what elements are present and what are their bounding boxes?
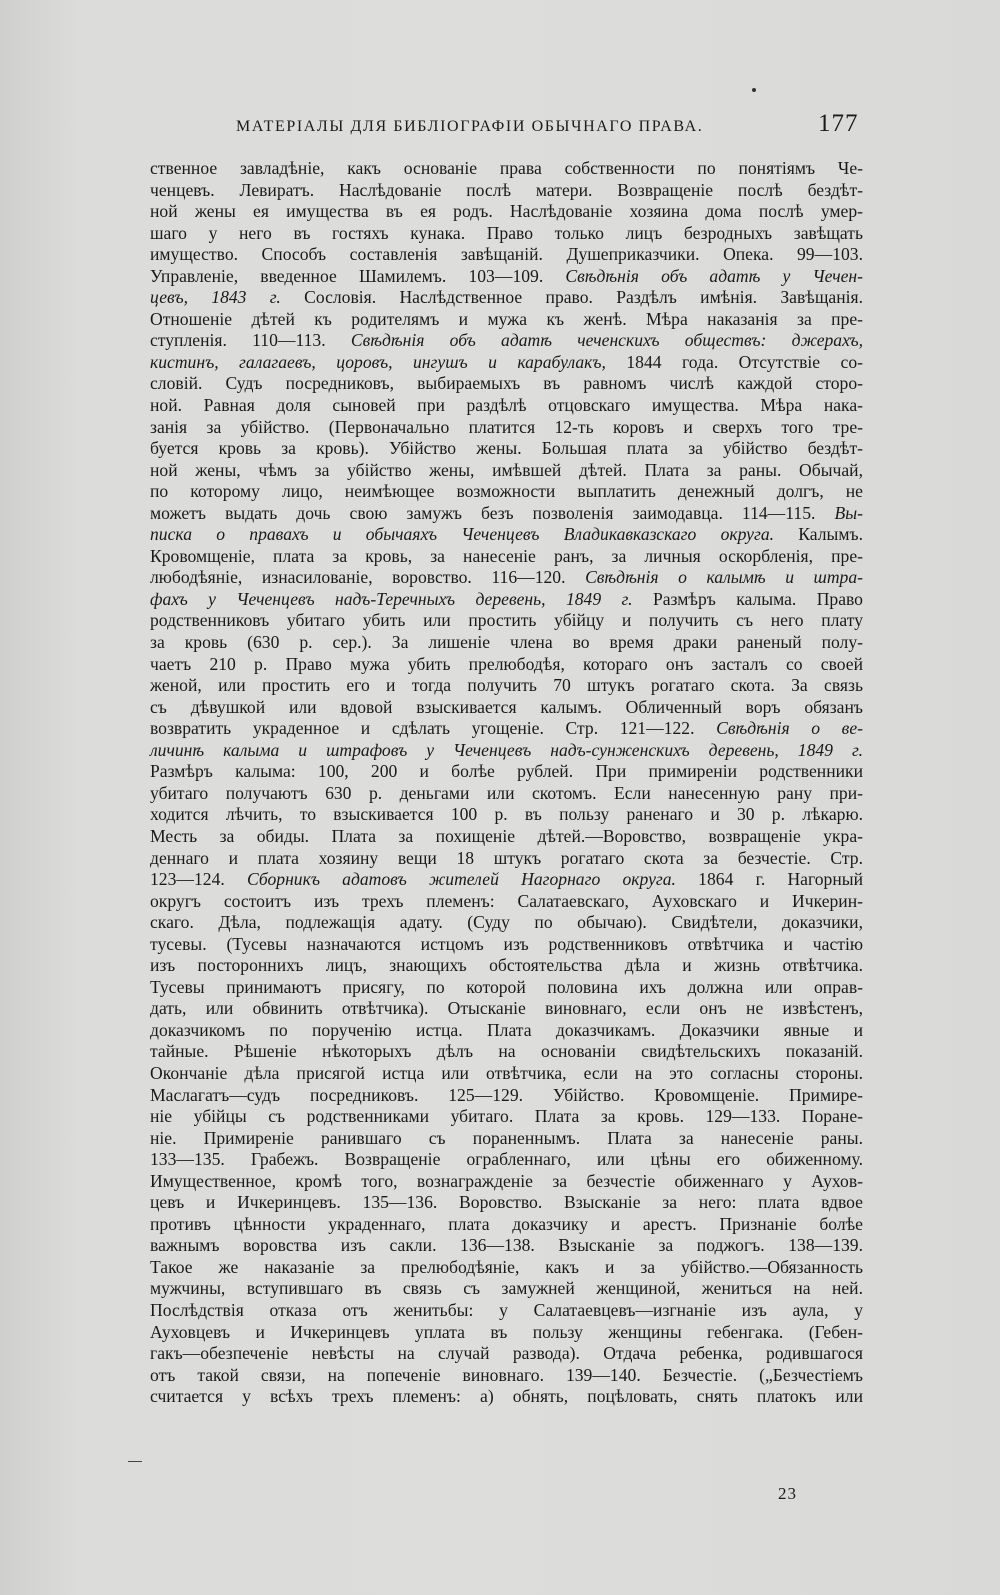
text-segment: буется кровь за кровь). Убійство жены. Большая плата за убійство бездѣт- [150,438,863,459]
text-line [150,783,863,805]
text-segment: Окончаніе дѣла присягой истца или отвѣтчика, если на это согласны стороны. [150,1062,863,1083]
text-segment: ченцевъ. Левиратъ. Наслѣдованіе послѣ матери. Возвращеніе послѣ бездѣт- [150,179,863,200]
text-line [150,1063,863,1085]
text-segment: ной жены ея имущества въ ея родъ. Наслѣдованіе хозяина дома послѣ умер- [150,201,863,222]
text-line [150,309,863,331]
text-line [150,1343,863,1365]
text-segment: 123—124. [150,869,247,890]
text-line [150,589,863,611]
text-segment: ной. Равная доля сыновей при раздѣлѣ отцовскаго имущества. Мѣра нака- [150,395,863,416]
text-line [150,955,863,977]
text-line [150,891,863,913]
text-segment: Размѣръ калыма: 100, 200 и болѣе рублей. При примиреніи родственники [150,761,863,782]
text-segment: 1844 года. Отсутствіе со- [605,351,863,372]
text-segment: за кровь (630 р. сер.). За лишеніе члена во время драки раненый полу- [150,632,863,653]
text-segment: имущество. Способъ составленія завѣщаній. Душеприказчики. Опека. 99—103. [150,244,863,265]
text-segment: Маслагатъ—судъ посредниковъ. 125—129. Убійство. Кровомщеніе. Примире- [150,1084,863,1105]
text-segment: Сословія. Наслѣдственное право. Раздѣлъ имѣнія. Завѣщанія. [280,287,863,308]
text-line [150,718,863,740]
text-segment: деннаго и плата хозяину вещи 18 штукъ рогатаго скота за безчестіе. Стр. [150,847,863,868]
text-line [150,1128,863,1150]
text-line [150,654,863,676]
text-segment: Имущественное, кромѣ того, вознагражденіе за безчестіе обиженнаго у Аухов- [150,1170,863,1191]
text-segment: доказчикомъ по порученію истца. Плата доказчикамъ. Доказчики явные и [150,1019,863,1040]
ink-dot [752,88,756,92]
text-segment: скаго. Дѣла, подлежащія адату. (Суду по обычаю). Свидѣтели, доказчики, [150,912,863,933]
text-segment: Месть за обиды. Плата за похищеніе дѣтей.—Воровство, возвращеніе укра- [150,825,863,846]
text-line [150,610,863,632]
text-line [150,244,863,266]
text-segment: 1864 г. Нагорный [675,869,863,890]
text-line [150,180,863,202]
text-segment: тайные. Рѣшеніе нѣкоторыхъ дѣлъ на основаніи свидѣтельскихъ показаній. [150,1041,863,1062]
text-segment: занія за убійство. (Первоначально платится 12-ть коровъ и сверхъ того тре- [150,416,863,437]
italic-title-segment: писка о правахъ и обычаяхъ Чеченцевъ Владикавказскаго округа. [150,524,775,545]
running-title: МАТЕРІАЛЫ ДЛЯ БИБЛІОГРАФІИ ОБЫЧНАГО ПРАВА. [236,118,704,135]
text-segment: можетъ выдать дочь свою замужъ безъ позволенія заимодавца. 114—115. [150,502,835,523]
text-line [150,287,863,309]
text-line [150,330,863,352]
text-segment: противъ цѣнности украденнаго, плата доказчику и арестъ. Признаніе болѣе [150,1213,863,1234]
text-line [150,1214,863,1236]
text-segment: Размѣръ калыма. Право [632,588,863,609]
text-line [150,1365,863,1387]
text-line [150,1192,863,1214]
text-line [150,266,863,288]
text-segment: словій. Судъ посредниковъ, выбираемыхъ въ равномъ числѣ каждой сторо- [150,373,863,394]
text-segment: ніе. Примиреніе ранившаго съ пораненнымъ. Плата за нанесеніе раны. [150,1127,863,1148]
page-number: 177 [818,110,859,137]
text-line [150,1257,863,1279]
text-segment: ственное завладѣніе, какъ основаніе права собственности по понятіямъ Че- [150,158,863,178]
text-segment: убитаго получаютъ 630 р. деньгами или скотомъ. Если нанесенную рану при- [150,782,863,803]
text-line [150,675,863,697]
text-line [150,546,863,568]
text-segment: цевъ и Ичкеринцевъ. 135—136. Воровство. Взысканіе за него: плата вдвое [150,1192,863,1213]
text-line [150,1235,863,1257]
text-segment: женой, или простить его и тогда получить 70 штукъ рогатаго скота. За связь [150,675,863,696]
text-segment: отъ такой связи, на попеченіе виновнаго. 139—140. Безчестіе. („Безчестіемъ [150,1364,863,1385]
text-segment: округъ состоитъ изъ трехъ племенъ: Салатаевскаго, Ауховскаго и Ичкерин- [150,890,863,911]
text-line [150,934,863,956]
text-segment: Тусевы принимаютъ присягу, по которой половина ихъ должна или оправ- [150,976,863,997]
text-line [150,481,863,503]
italic-title-segment: фахъ у Чеченцевъ надъ-Теречныхъ деревень, 1849 г. [150,588,633,609]
text-line [150,1106,863,1128]
text-line [150,869,863,891]
italic-title-segment: Свѣдѣнія объ адатѣ чеченскихъ обществъ: джерахъ, [350,330,864,351]
italic-title-segment: цевъ, 1843 г. [150,287,281,308]
italic-title-segment: кистинъ, галагаевъ, цоровъ, ингушъ и карабулакъ, [150,351,606,372]
text-line [150,438,863,460]
text-line [150,1278,863,1300]
text-line [150,804,863,826]
text-segment: любодѣяніе, изнасилованіе, воровство. 116—120. [150,567,586,588]
text-segment: чаетъ 210 р. Право мужа убить прелюбодѣя, котораго онъ засталъ со своей [150,653,863,674]
text-segment: тусевы. (Тусевы назначаются истцомъ изъ родственниковъ отвѣтчика и частію [150,933,863,954]
text-line [150,998,863,1020]
text-line [150,417,863,439]
text-segment: Такое же наказаніе за прелюбодѣяніе, какъ и за убійство.—Обязанность [150,1256,863,1277]
text-segment: изъ постороннихъ лицъ, знающихъ обстоятельства дѣла и жизнь отвѣтчика. [150,955,863,976]
text-segment: дать, или обвинить отвѣтчика). Отысканіе виновнаго, если онъ не извѣстенъ, [150,998,863,1019]
text-segment: ступленія. 110—113. [150,330,351,351]
text-line [150,1322,863,1344]
text-segment: 133—135. Грабежъ. Возвращеніе ограбленнаго, или цѣны его обиженному. [150,1149,863,1170]
text-segment: ходится лѣчить, то взыскивается 100 р. въ пользу раненаго и 30 р. лѣкарю. [150,804,863,825]
text-line [150,740,863,762]
text-segment: ніе убійцы съ родственниками убитаго. Плата за кровь. 129—133. Поране- [150,1106,863,1127]
text-line [150,1171,863,1193]
text-line [150,826,863,848]
text-line [150,1041,863,1063]
text-segment: Послѣдствія отказа отъ женитьбы: у Салатаевцевъ—изгнаніе изъ аула, у [150,1299,863,1320]
italic-title-segment: Сборникъ адатовъ жителей Нагорнаго округа. [247,869,676,890]
text-segment: возвратить украденное и сдѣлать угощеніе. Стр. 121—122. [150,718,717,739]
text-segment: шаго у него въ гостяхъ кунака. Право только лицъ безродныхъ завѣщать [150,222,863,243]
text-line [150,697,863,719]
text-line [150,632,863,654]
italic-title-segment: Свѣдѣнія объ адатѣ у Чечен- [565,265,863,286]
text-line [150,567,863,589]
text-line [150,460,863,482]
text-segment: мужчины, вступившаго въ связь съ замужней женщиной, жениться на ней. [150,1278,863,1299]
text-line [150,977,863,999]
italic-title-segment: Вы- [834,502,863,523]
text-line [150,1149,863,1171]
italic-title-segment: Свѣдѣнія о ве- [716,718,863,739]
text-segment: Отношеніе дѣтей къ родителямъ и мужа къ женѣ. Мѣра наказанія за пре- [150,308,863,329]
text-line [150,1020,863,1042]
italic-title-segment: личинѣ калыма и штрафовъ у Чеченцевъ надъ-сунженскихъ деревень, 1849 г. [150,739,863,760]
text-segment: съ дѣвушкой или вдовой взыскивается калымъ. Обличенный воръ обязанъ [150,696,863,717]
text-segment: гакъ—обезпеченіе невѣсты на случай развода). Отдача ребенка, родившагося [150,1343,863,1364]
text-line [150,848,863,870]
text-line [150,373,863,395]
margin-dash [128,1461,142,1462]
text-line [150,201,863,223]
text-line [150,761,863,783]
text-segment: родственниковъ убитаго убить или простить убійцу и получить съ него плату [150,610,863,631]
text-segment: Управленіе, введенное Шамилемъ. 103—109. [150,265,566,286]
text-line [150,1085,863,1107]
text-line [150,1386,863,1408]
text-segment: Кровомщеніе, плата за кровь, за нанесеніе ранъ, за личныя оскорбленія, пре- [150,545,863,566]
italic-title-segment: Свѣдѣнія о калымѣ и штра- [585,567,863,588]
text-line [150,223,863,245]
text-line [150,912,863,934]
body-text [150,158,863,1408]
text-segment: важнымъ воровства изъ сакли. 136—138. Взысканіе за поджогъ. 138—139. [150,1235,863,1256]
text-line [150,524,863,546]
text-segment: ной жены, чѣмъ за убійство жены, имѣвшей дѣтей. Плата за раны. Обычай, [150,459,863,480]
text-line [150,158,863,180]
text-segment: Ауховцевъ и Ичкеринцевъ уплата въ пользу женщины гебенгака. (Гебен- [150,1321,863,1342]
text-segment: считается у всѣхъ трехъ племенъ: а) обнять, поцѣловать, снять платокъ или [150,1386,863,1407]
text-segment: Калымъ. [774,524,863,545]
printer-signature: 23 [778,1484,797,1503]
text-segment: по которому лицо, неимѣющее возможности выплатить денежный долгъ, не [150,481,863,502]
text-line [150,1300,863,1322]
text-line [150,503,863,525]
text-line [150,395,863,417]
text-line [150,352,863,374]
